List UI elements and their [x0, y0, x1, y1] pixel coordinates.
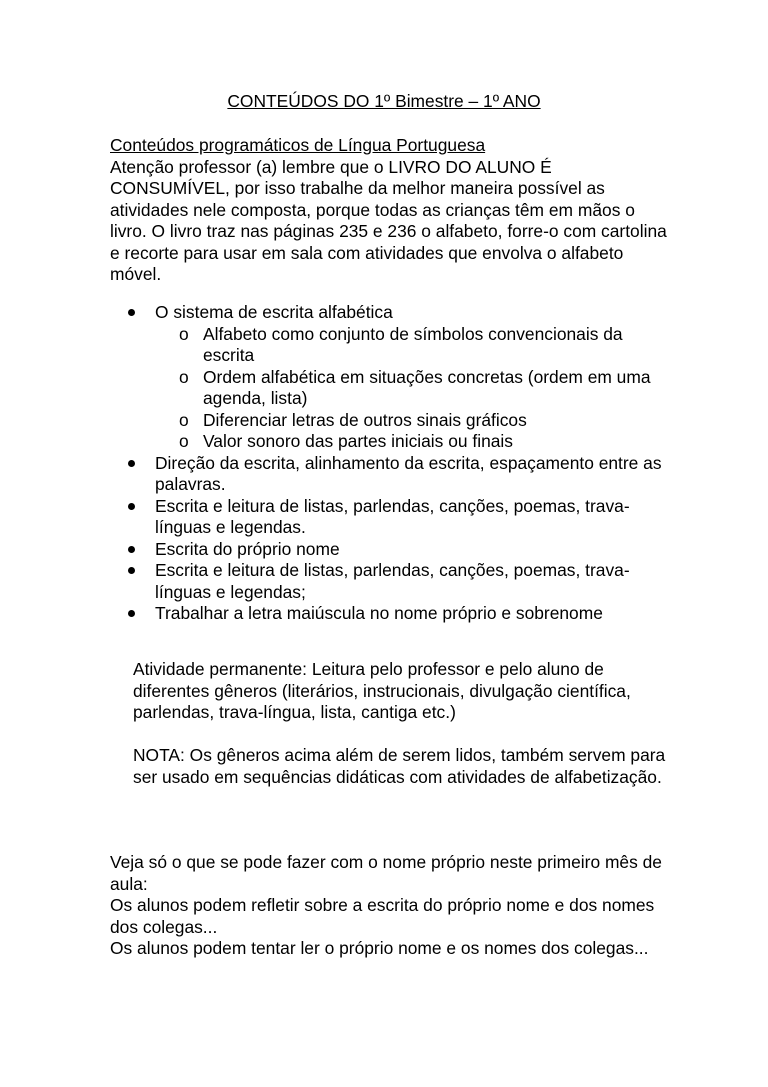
list-item: Trabalhar a letra maiúscula no nome próprio e sobrenome: [110, 603, 670, 625]
page-title: CONTEÚDOS DO 1º Bimestre – 1º ANO: [227, 91, 541, 111]
activity-paragraph: Atividade permanente: Leitura pelo professor e pelo aluno de diferentes gêneros (literários, instrucionais, divulgação científica, parlendas, trava-língua, lista, cantiga etc.): [133, 659, 631, 722]
sublist-item: o Valor sonoro das partes iniciais ou finais: [155, 431, 670, 453]
closing-section: [110, 852, 670, 960]
list-item: Escrita e leitura de listas, parlendas, canções, poemas, trava-línguas e legendas;: [110, 560, 670, 603]
sublist: [155, 324, 670, 453]
closing-line: Os alunos podem refletir sobre a escrita do próprio nome e dos nomes dos colegas...: [110, 895, 655, 937]
list-item: Escrita do próprio nome: [110, 539, 670, 561]
sublist-item: o Alfabeto como conjunto de símbolos convencionais da escrita: [155, 324, 670, 367]
list-item: Escrita e leitura de listas, parlendas, canções, poemas, trava-línguas e legendas.: [110, 496, 670, 539]
list-item-label: O sistema de escrita alfabética: [155, 302, 393, 322]
intro-heading: Conteúdos programáticos de Língua Portuguesa: [110, 135, 486, 155]
list-item: [110, 302, 670, 453]
sublist-item: o Diferenciar letras de outros sinais gráficos: [155, 410, 670, 432]
intro-section: [110, 135, 670, 286]
closing-line: Os alunos podem tentar ler o próprio nome e os nomes dos colegas...: [110, 938, 649, 958]
sublist-item: o Ordem alfabética em situações concretas (ordem em uma agenda, lista): [155, 367, 670, 410]
intro-body: Atenção professor (a) lembre que o LIVRO DO ALUNO É CONSUMÍVEL, por isso trabalhe da melhor maneira possível as atividades nele composta, porque todas as crianças têm em mãos o livro. O livro traz nas páginas 235 e 236 o alfabeto, forre-o com cartolina e recorte para usar em sala com atividades que envolva o alfabeto móvel.: [110, 156, 667, 284]
closing-line: Veja só o que se pode fazer com o nome próprio neste primeiro mês de aula:: [110, 852, 662, 894]
list-item: Direção da escrita, alinhamento da escrita, espaçamento entre as palavras.: [110, 453, 670, 496]
nota-paragraph: NOTA: Os gêneros acima além de serem lidos, também servem para ser usado em sequências didáticas com atividades de alfabetização.: [133, 745, 666, 787]
topics-list: [110, 302, 670, 625]
